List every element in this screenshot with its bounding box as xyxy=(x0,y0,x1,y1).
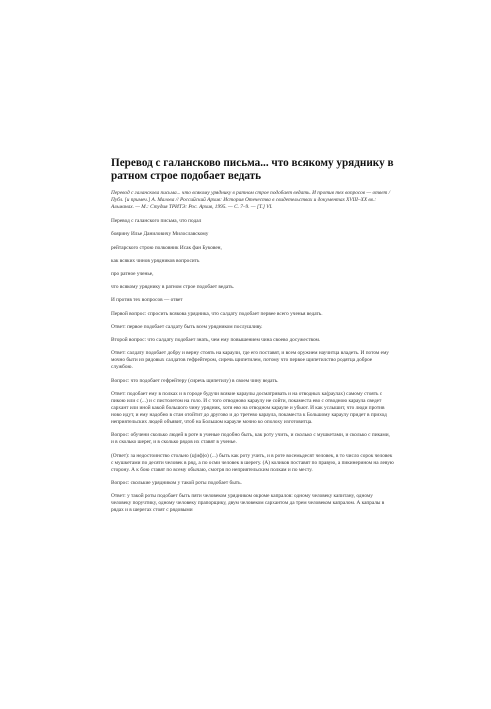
paragraph: Ответ: подобает ему в полках и в городе будучи всякие караулы досматривать и на отводных ка(раулах) самому стоять с пикою или с (...) и с пистолетом на голо. И с того отводново караулу не сойти, покаместа ево с отводною караула сведет сархант или иной какой большого чину урядник, хотя ево на отводном карауле и убьют. И как услышит, что люди против ново идут, и ему надобно в стан отойтит до другово и до третево караула, покаместа к Большому караулу придет в приход неприятельских людей объявит, чтоб на Большом карауле мочно ко ополоху изготовитца. xyxy=(111,391,387,426)
paragraph: что всякому уряднику в ратном строе подобает ведать. xyxy=(111,284,235,291)
paragraph: Первой вопрос: спросить всякова урядника, что салдату подобает первее всего ученья ведать. xyxy=(111,310,323,317)
paragraph: Ответ: первое подобает салдату быть всем урядником послушливу. xyxy=(111,323,263,330)
paragraph: рейтарского строю полковник Исак фан Буковен, xyxy=(111,244,222,251)
paragraph: (Ответ): за недостоинство стольно (ц(иф)о) (...) быть как роту учить, и в роте восемьдесят человек, в то число сорок человек с мушкетами по десяти человек в ряд, а по осми человек в шерегу. (А) коликов поставят по правую, а пикинерином на левую сторону. А к бою ставят по всему обычаю, смотря по неприятельским полкам и по месту. xyxy=(111,452,394,473)
paragraph: боярину Илье Даниловичу Милославскому xyxy=(111,231,209,238)
paragraph: Второй вопрос: что салдату подобает знать, чем ему повышением чина своево досужеством. xyxy=(111,337,321,344)
paragraph: И против тех вопросов — ответ xyxy=(111,297,183,304)
paragraph: Перевод с галанского письма, что подал xyxy=(111,218,202,225)
paragraph: как всяких чинов урядников вопросить xyxy=(111,257,200,264)
paragraph: про ратное ученье, xyxy=(111,271,154,278)
document-body xyxy=(111,157,394,521)
paragraph: Вопрос: сколькие урядником у такой роты подобает быть. xyxy=(111,479,242,486)
paragraph: Вопрос: что подобает гефрейтеру (сиречь щипетилу) в своем чину ведать. xyxy=(111,377,279,384)
bibliographic-citation: Перевод с галанскова письма... что всякому уряднику в ратном строе подобает ведать. И против тех вопросов — ответ / Публ. [и примеч.] А. Малова // Российский Архив: История Отечества в свидетельствах и документах XVIII–XX вв.: Альманах. — М.: Студия ТРИТЭ: Рос. Архив, 1995. — С. 7–9. — [Т.] VI. xyxy=(111,190,391,211)
paragraph: Ответ: салдату подобает добру и верну стоять на караули, где его поставят, и всем оружием научитца владеть. И потом ему мочно быти из рядовых салдатов гефрейтером, сиречь щипетилем, потому что первое щипетилство родятца доброе службою. xyxy=(111,350,389,371)
paragraph: Ответ: у такой роты подобает быть пяти человеком урядником окроме капралов: одному человеку капитану, одному человеку поручтику, одному человеку прапорщику, двум человеком сархантом да трем человеком капралом. А капралы в рядах и в шерегах стоят с рядовыми xyxy=(111,493,385,514)
document-title: Перевод с галансково письма... что всякому уряднику в ратном строе подобает ведать xyxy=(111,157,394,182)
paragraph: Вопрос: обучени сколько людей в роте в ученые подобно быть, как роту учить, и сколько с мушкетами, и сколько с пиками, и в сколько шерег, и в сколько рядов их ставят в ученье. xyxy=(111,432,390,446)
